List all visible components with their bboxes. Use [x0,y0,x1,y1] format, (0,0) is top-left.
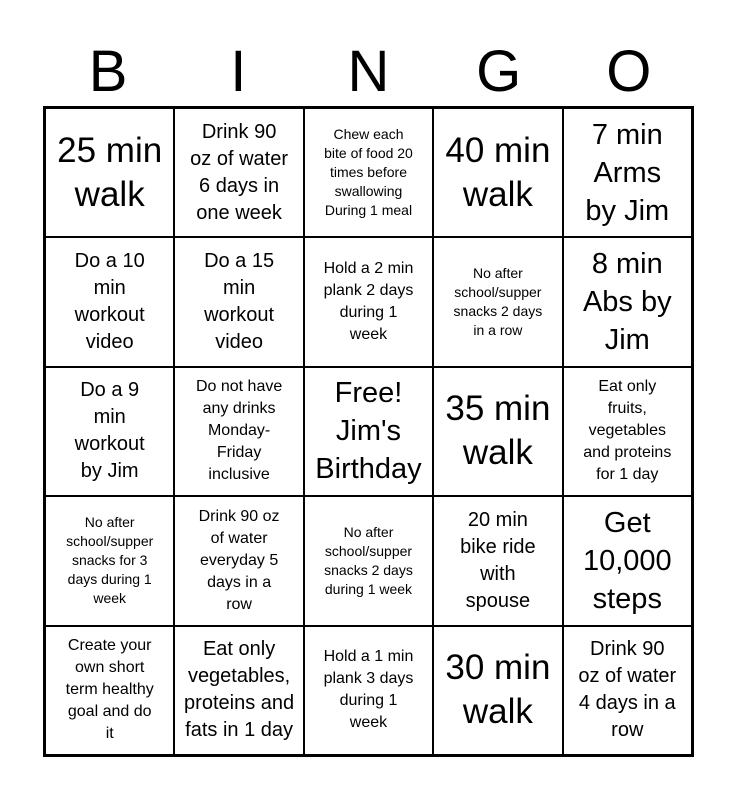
header-letter-n: N [347,39,390,104]
bingo-cell[interactable] [304,626,433,755]
bingo-cell[interactable] [174,626,303,755]
cell-text: Chew each bite of food 20 times before swallowing During 1 meal [324,126,413,219]
bingo-cell[interactable] [174,496,303,625]
header-letter-o: O [606,39,652,104]
cell-text: Eat only vegetables, proteins and fats in 1 day [184,638,295,742]
cell-text: Do a 15 min workout video [204,250,275,354]
bingo-cell[interactable] [304,237,433,366]
bingo-cell[interactable] [45,108,174,237]
bingo-cell[interactable] [563,108,692,237]
bingo-grid [43,106,694,757]
cell-text: Hold a 2 min plank 2 days during 1 week [323,260,414,344]
bingo-cell[interactable] [174,237,303,366]
cell-text: Drink 90 oz of water 4 days in a row [578,638,677,742]
bingo-cell[interactable] [563,237,692,366]
bingo-cell[interactable] [304,496,433,625]
cell-text: Drink 90 oz of water everyday 5 days in a row [198,507,280,613]
cell-text: Hold a 1 min plank 3 days during 1 week [323,648,414,732]
cell-text: Eat only fruits, vegetables and proteins for 1 day [583,378,672,484]
bingo-cell[interactable] [563,626,692,755]
bingo-cell[interactable] [433,367,562,496]
bingo-cell[interactable] [433,237,562,366]
cell-text: Drink 90 oz of water 6 days in one week [190,120,288,224]
cell-text: Do not have any drinks Monday- Friday inclusive [195,378,283,484]
cell-text: No after school/supper snacks for 3 days during 1 week [66,514,154,607]
bingo-cell[interactable] [174,108,303,237]
bingo-cell[interactable] [45,496,174,625]
cell-text: 40 min walk [445,130,551,214]
bingo-cell[interactable] [563,496,692,625]
cell-text: Do a 10 min workout video [74,250,145,354]
bingo-cell[interactable] [45,626,174,755]
bingo-cell[interactable] [433,108,562,237]
bingo-cell[interactable] [304,108,433,237]
bingo-cell[interactable] [45,237,174,366]
cell-text: No after school/supper snacks 2 days in a row [453,265,543,339]
cell-text: 35 min walk [445,389,551,473]
header-letter-b: B [88,39,128,104]
cell-text: 7 min Arms by Jim [585,118,670,227]
cell-text: 8 min Abs by Jim [582,248,672,357]
cell-text: 25 min walk [57,130,163,214]
bingo-cell[interactable] [563,367,692,496]
header-letter-g: G [476,39,522,104]
bingo-cell[interactable] [45,367,174,496]
cell-text: Do a 9 min workout by Jim [74,379,145,483]
bingo-header [43,38,694,106]
bingo-cell[interactable] [433,496,562,625]
header-letter-i: I [230,39,247,104]
cell-text: 30 min walk [445,648,551,732]
cell-text: Free! Jim's Birthday [315,377,422,486]
cell-text: Create your own short term healthy goal and do it [65,637,154,743]
free-space-cell[interactable] [304,367,433,496]
cell-text: 20 min bike ride with spouse [460,508,536,612]
bingo-cell[interactable] [174,367,303,496]
cell-text: Get 10,000 steps [582,506,672,615]
cell-text: No after school/supper snacks 2 days during 1 week [324,523,413,597]
bingo-cell[interactable] [433,626,562,755]
